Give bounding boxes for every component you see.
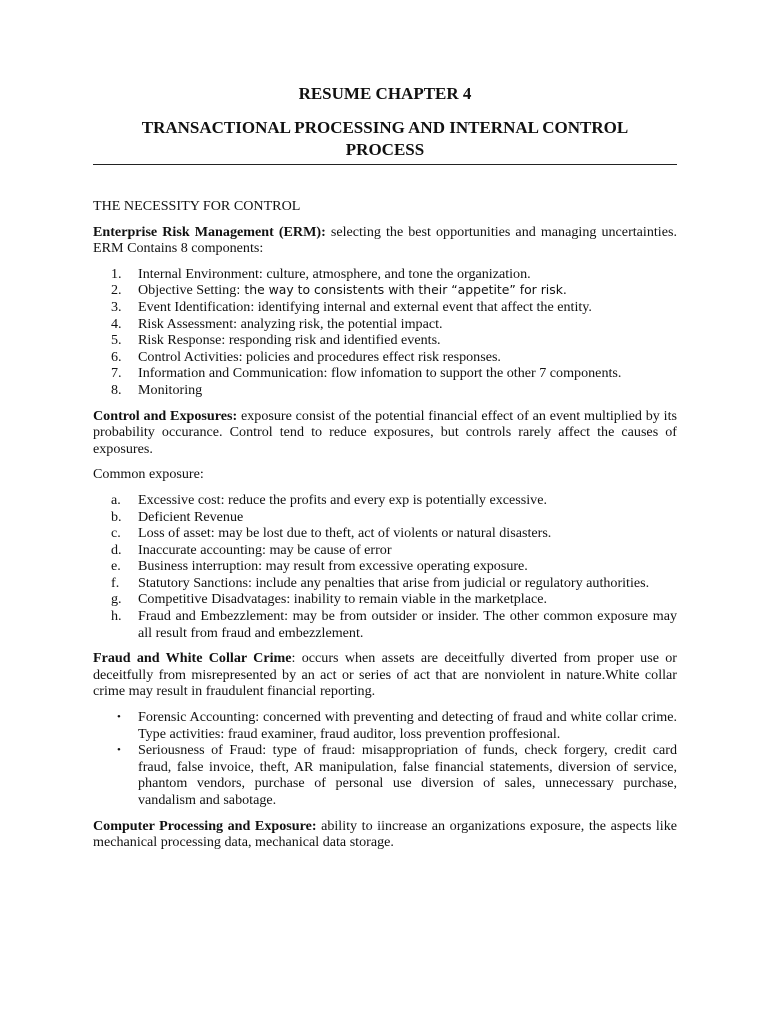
list-item: 8. Monitoring — [111, 381, 203, 398]
control-exposures-paragraph: Control and Exposures: exposure consist of the potential financial effect of an event multiplied by its probability occurance. Control tend to reduce exposures, but controls rarely affect the causes of exposures. — [93, 407, 677, 457]
section-heading: THE NECESSITY FOR CONTROL — [93, 198, 301, 214]
erm-text: selecting the best opportunities and managing uncertainties. ERM Contains 8 components: — [93, 223, 677, 257]
list-item: • Forensic Accounting: concerned with preventing and detecting of fraud and white collar crime. Type activities: fraud examiner, fraud auditor, loss prevention proffesional. — [117, 709, 677, 742]
list-item: • Seriousness of Fraud: type of fraud: misappropriation of funds, check forgery, credit card fraud, false invoice, theft, AR manipulation, false financial statements, diversion of service, phantom vendors, purchase of personal use diversion of sales, unnecessary purchase, vandalism and sabotage. — [117, 742, 677, 808]
computer-term: Computer Processing and Exposure: — [93, 817, 317, 834]
list-item: c. Loss of asset: may be lost due to theft, act of violents or natural disasters. — [111, 525, 552, 542]
common-exposure-list — [93, 492, 677, 641]
fraud-bullet-list — [93, 709, 677, 809]
erm-term: Enterprise Risk Management (ERM): — [93, 223, 326, 240]
list-item: 6. Control Activities: policies and procedures effect risk responses. — [111, 348, 501, 365]
list-item: h. Fraud and Embezzlement: may be from outsider or insider. The other common exposure may all result from fraud and embezzlement. — [111, 608, 677, 641]
list-item: 3. Event Identification: identifying internal and external event that affect the entity. — [111, 298, 592, 315]
document-page — [93, 84, 677, 851]
bullet-icon: • — [117, 711, 121, 724]
list-item: d. Inaccurate accounting: may be cause of error — [111, 541, 392, 558]
document-title: RESUME CHAPTER 4 — [298, 84, 472, 103]
list-item: 7. Information and Communication: flow infomation to support the other 7 components. — [111, 365, 622, 382]
fraud-term: Fraud and White Collar Crime — [93, 650, 292, 667]
list-item: a. Excessive cost: reduce the profits and every exp is potentially excessive. — [111, 491, 547, 508]
list-item: g. Competitive Disadvatages: inability to remain viable in the marketplace. — [111, 591, 547, 608]
list-item: b. Deficient Revenue — [111, 508, 244, 525]
erm-components-list — [93, 266, 677, 399]
list-item: f. Statutory Sanctions: include any penalties that arise from judicial or regulatory authorities. — [111, 574, 650, 591]
control-exposures-term: Control and Exposures: — [93, 407, 238, 424]
common-exposure-heading: Common exposure: — [93, 466, 204, 483]
fraud-paragraph: Fraud and White Collar Crime: occurs when assets are deceitfully diverted from proper use or deceitfully from misrepresented by an act or series of act that are nonviolent in nature.White collar crime may result in fraudulent financial reporting. — [93, 650, 677, 700]
bullet-icon: • — [117, 744, 121, 757]
computer-paragraph: Computer Processing and Exposure: ability to iincrease an organizations exposure, the aspects like mechanical processing data, mechanical data storage. — [93, 817, 677, 851]
list-item: 2. Objective Setting: the way to consistents with their “appetite” for risk. — [111, 282, 567, 299]
document-subtitle: TRANSACTIONAL PROCESSING AND INTERNAL CONTROL PROCESS — [141, 118, 629, 159]
erm-paragraph — [93, 224, 677, 257]
list-item: e. Business interruption: may result from excessive operating exposure. — [111, 558, 528, 575]
list-item: 4. Risk Assessment: analyzing risk, the potential impact. — [111, 315, 443, 332]
list-item: 5. Risk Response: responding risk and identified events. — [111, 332, 441, 349]
list-item: 1. Internal Environment: culture, atmosphere, and tone the organization. — [111, 265, 531, 282]
